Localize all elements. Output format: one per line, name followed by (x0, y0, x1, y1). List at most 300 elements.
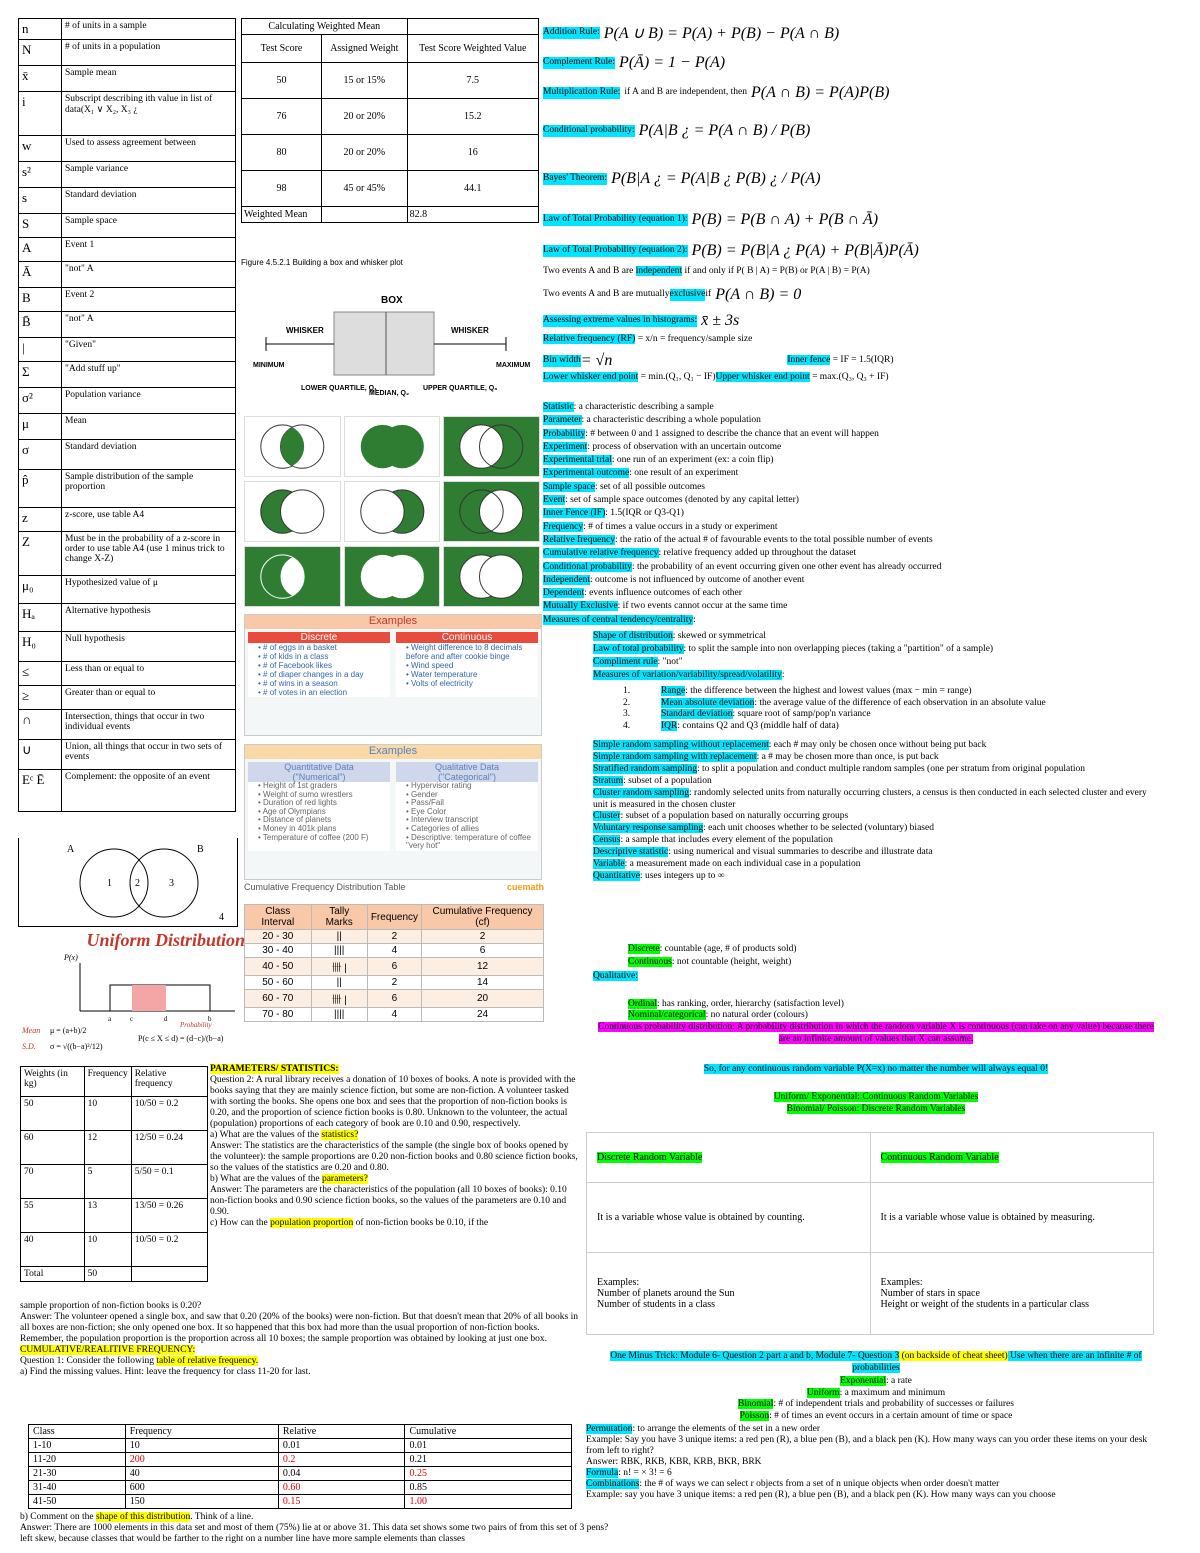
symbol-cell: N (19, 40, 62, 66)
class-cell: 21-30 (29, 1467, 126, 1481)
definition-text: : a # may be chosen more than once, is put back (756, 751, 939, 762)
bin-label: Bin width (543, 355, 581, 366)
indep-hl: independent (635, 266, 683, 276)
weighted-cell: 50 (242, 63, 322, 99)
definition-term: Independent (543, 574, 590, 585)
complement-formula: P(Ā) = 1 − P(A) (619, 54, 726, 71)
symbol-row (19, 66, 236, 92)
params-qa-pre: a) What are the values of the (210, 1130, 322, 1140)
symbol-row (19, 508, 236, 532)
class-cell: 0.85 (405, 1481, 572, 1495)
weighted-cell: 20 or 20% (321, 99, 407, 135)
mult-label: Multiplication Rule: (543, 87, 621, 98)
definition-term: Cumulative relative frequency (543, 548, 659, 559)
rv-h2: Continuous Random Variable (880, 1152, 999, 1163)
sampling-definitions (593, 740, 1163, 883)
class-cell: 0.15 (278, 1495, 405, 1509)
params-q1-pre: Question 1: Consider the following (20, 1356, 157, 1366)
cft-cell: 4 (367, 944, 421, 958)
cumulative-frequency-figure (244, 882, 544, 1027)
venn-not-intersection-icon (244, 546, 341, 607)
definition-item (543, 614, 1193, 627)
examples2-right-title: Qualitative Data (434, 762, 500, 772)
definition-text: : a characteristic describing a whole population (581, 415, 761, 426)
example-item: • Water temperature (406, 670, 478, 679)
uniform-svg (20, 951, 245, 1056)
uniform-distribution-figure (20, 930, 245, 1060)
definition-item (543, 414, 1193, 427)
boxplot-q3-label: UPPER QUARTILE, Q₃ (423, 385, 498, 392)
symbol-cell: w (19, 136, 62, 162)
excl-formula: P(A ∩ B) = 0 (715, 286, 802, 303)
definitions-list-2 (593, 630, 1193, 682)
definition-text: : skewed or symmetrical (672, 631, 766, 641)
variation-number: 4. (623, 720, 631, 731)
rv-e1a: Examples: (597, 1277, 640, 1288)
cft-cell: 2 (422, 930, 544, 944)
boxplot-svg (241, 267, 539, 407)
definition-text: : no natural order (colours) (705, 1010, 808, 1020)
definitions-list (543, 401, 1193, 627)
example-item: • Weight of sumo wrestlers (258, 789, 353, 799)
symbol-description: Less than or equal to (62, 662, 236, 686)
cft-cell: 20 (422, 990, 544, 1008)
definition-text: : set of sample space outcomes (denoted by any capital letter) (565, 495, 799, 506)
weighted-title: Calculating Weighted Mean (242, 19, 408, 35)
cft-cell: 50 - 60 (245, 976, 312, 990)
weighted-row (242, 63, 539, 99)
symbol-cell: Eᶜ Ē (19, 770, 62, 812)
distribution-text: : # of independent trials and probability of successes or failures (773, 1399, 1014, 1410)
total2-label: Law of Total Probability (equation 2): (543, 245, 688, 256)
definition-item (593, 835, 1163, 847)
example-item: • # of diaper changes in a day (258, 670, 364, 679)
symbol-row (19, 19, 236, 40)
symbol-cell: σ² (19, 388, 62, 414)
perm-example: Example: Say you have 3 unique items: a red pen (R), a blue pen (B), and a black pen (K). How many ways can you order these items on your desk from left to right? (586, 1435, 1148, 1456)
example-item: • Categories of allies (406, 823, 480, 833)
weighted-total-value: 82.8 (407, 207, 538, 223)
symbol-description: Population variance (62, 388, 236, 414)
distribution-text: : a rate (886, 1376, 912, 1386)
inner-label: Inner fence (787, 355, 831, 366)
mult-formula: P(A ∩ B) = P(A)P(B) (751, 84, 890, 101)
rf-formula: = x/n = frequency/sample size (635, 334, 753, 344)
rf-label: Relative frequency (RF) (543, 334, 636, 344)
definition-text: : # of times a value occurs in a study or experiment (583, 521, 778, 532)
symbol-description: Null hypothesis (62, 632, 236, 662)
definition-term: Dependent (543, 588, 585, 599)
definition-text: : the probability of an event occurring given one other event has already occurred (631, 561, 942, 572)
definition-text: : the ratio of the actual # of favourable events to the total possible number of events (615, 534, 933, 545)
uni-exp: Uniform/ Exponential: Continuous Random Variables (773, 1092, 979, 1102)
definition-term: Experiment (543, 441, 588, 452)
uw-label: Upper whisker end point (715, 372, 810, 382)
example-item: • Age of Olympians (258, 806, 326, 816)
cft-cell: 40 - 50 (245, 958, 312, 976)
definition-item (628, 956, 1188, 969)
definition-item (593, 656, 1193, 669)
examples1-left-title: Discrete (248, 632, 390, 643)
random-variable-table (586, 1132, 1154, 1335)
class-cell: 0.2 (278, 1453, 405, 1467)
symbol-row (19, 388, 236, 414)
definition-text: : each # may only be chosen once without being put back (768, 740, 987, 750)
symbol-cell: σ (19, 440, 62, 470)
example-item: • Eye Color (406, 806, 447, 816)
one-minus-post: Use when there are an infinite # of probabilities (852, 1351, 1142, 1373)
uniform-pdf-label: P(x) (64, 953, 78, 962)
weighted-cell: 98 (242, 171, 322, 207)
boxplot-whisker-left: WHISKER (286, 326, 324, 335)
weighted-cell: 45 or 45% (321, 171, 407, 207)
one-minus-yl: (on backside of cheat sheet) (899, 1351, 1008, 1361)
cft-cell: 30 - 40 (245, 944, 312, 958)
distribution-item (592, 1411, 1160, 1423)
example-item: • Money in 401k plans (258, 823, 337, 833)
boxplot-figure (241, 258, 539, 408)
definition-text: : one result of an experiment (629, 468, 739, 479)
symbol-row (19, 288, 236, 312)
symbol-cell: z (19, 508, 62, 532)
example-item: • Interview transcript (406, 815, 479, 825)
params-q2: Question 2: A rural library receives a donation of 10 boxes of books. A note is provided with the books saying that they are mainly science fiction, but some are non-fiction. A volunteer tasked with sorting the books. She opens one box and sees that the proportion of non-fiction books is 0.20, and the proportion of science fiction books is 0.80. Unknown to the volunteer, the actual (population) proportions of each category of book are 0.10 and 0.90, respectively. (210, 1075, 576, 1129)
cft-cell: |||| (311, 1008, 367, 1022)
rv-d2: It is a variable whose value is obtained by measuring. (870, 1183, 1154, 1253)
weights-row (21, 1165, 208, 1199)
uniform-sd-label: S.D. (22, 1042, 36, 1051)
class-cell: 200 (125, 1453, 278, 1467)
cft-cell: 2 (367, 976, 421, 990)
weights-header: Weights (in kg) (21, 1067, 85, 1097)
symbol-row (19, 632, 236, 662)
example-item: • # of Facebook likes (258, 661, 332, 670)
variation-list (623, 686, 1193, 732)
params-qc-pre: c) How can the (210, 1218, 271, 1228)
example-item: • Pass/Fail (406, 798, 444, 808)
weights-row (21, 1233, 208, 1267)
uniform-tick-b: b (208, 1015, 212, 1023)
weights-cell: 13 (84, 1199, 131, 1233)
symbol-cell: S (19, 214, 62, 238)
definition-term: Measures of variation/variability/spread/volatility (593, 670, 782, 680)
indep-post: if and only if P( B | A) = P(B) or P(A | B) = P(A) (682, 266, 870, 276)
params-ab2b: left skew, because classes that would be farther to the right on a number line have more sample elements than classes (20, 1534, 465, 1544)
rv-d1: It is a variable whose value is obtained by counting. (587, 1183, 871, 1253)
class-cell: 0.21 (405, 1453, 572, 1467)
symbol-description: Event 1 (62, 238, 236, 262)
params-q1a: a) Find the missing values. Hint: leave the frequency for class 11-20 for last. (20, 1367, 311, 1377)
weights-cell: 10/50 = 0.2 (131, 1233, 207, 1267)
symbol-description: Standard deviation (62, 440, 236, 470)
symbol-row (19, 770, 236, 812)
definition-term: Event (543, 495, 566, 506)
definition-item (543, 467, 1193, 480)
uw-formula: = max.(Q₃, Q₃ + IF) (809, 372, 889, 382)
definition-term: Discrete (628, 944, 660, 954)
symbol-description: # of units in a population (62, 40, 236, 66)
cft-cell: 6 (367, 990, 421, 1008)
params-qb2-post: . Think of a line. (190, 1512, 254, 1522)
variation-text: : square root of samp/pop'n variance (732, 709, 871, 719)
venn-region-2: 2 (135, 878, 140, 889)
definition-text: : relative frequency added up throughout the dataset (658, 548, 857, 559)
cond-label: Conditional probability: (543, 125, 635, 136)
definition-text: : # between 0 and 1 assigned to describe the chance that an event will happen (585, 428, 879, 439)
distribution-term: Poisson (739, 1411, 770, 1422)
variation-text: : the average value of the difference of each observation in an absolute value (754, 697, 1046, 708)
venn-grid (244, 416, 540, 608)
class-row (29, 1439, 572, 1453)
parameters-statistics-continued (20, 1301, 580, 1378)
symbol-row (19, 362, 236, 388)
definition-item (593, 847, 1163, 859)
definition-text: : to split the sample into non overlapping pieces (taking a "partition" of a sample) (683, 644, 994, 654)
params-ac: Answer: The volunteer opened a single box, and saw that 0.20 (20% of the books) were non-fiction. But that doesn't mean that 20% of all books in all boxes are non-fiction; she only opened one box. It so happened that this box had more than the usual proportion of non-fiction books. Remember, the population proportion is the proportion across all 10 boxes; the sample proportion was obtained by looking at just one box. (20, 1312, 578, 1344)
definition-item (628, 1010, 1188, 1021)
venn-b-complement-icon (443, 481, 540, 542)
symbol-cell: B (19, 288, 62, 312)
definition-item (593, 669, 1193, 682)
class-cell: 0.01 (278, 1439, 405, 1453)
definition-item (543, 521, 1193, 534)
complement-label: Complement Rule: (543, 57, 616, 68)
weighted-cell: 20 or 20% (321, 135, 407, 171)
parameters-statistics-section (210, 1064, 580, 1229)
total1-formula: P(B) = P(B ∩ A) + P(B ∩ Ā) (691, 211, 879, 228)
symbol-description: Sample mean (62, 66, 236, 92)
definition-term: Descriptive statistic (593, 847, 669, 858)
definition-term: Simple random sampling without replacement (593, 740, 769, 750)
examples2-right-sub: ("Categorical") (438, 772, 496, 782)
class-row (29, 1481, 572, 1495)
symbol-description: "Add stuff up" (62, 362, 236, 388)
definition-item (593, 776, 1163, 788)
symbol-row (19, 662, 236, 686)
example-item: • Gender (406, 789, 438, 799)
qualitative-list (628, 999, 1188, 1021)
weights-cell: 70 (21, 1165, 85, 1199)
symbol-row (19, 440, 236, 470)
perm-formula-term: Formula (586, 1468, 619, 1478)
definition-item (543, 600, 1193, 613)
boxplot-q2-label: MEDIAN, Q₂ (369, 390, 410, 397)
definition-term: Measures of central tendency/centrality (543, 614, 694, 625)
weighted-cell: 15 or 15% (321, 63, 407, 99)
cft-row (245, 944, 544, 958)
symbol-description: Greater than or equal to (62, 686, 236, 710)
distribution-list (592, 1376, 1160, 1423)
weights-cell: 60 (21, 1131, 85, 1165)
uniform-tick-d: d (164, 1015, 168, 1023)
bayes-label: Bayes' Theorem: (543, 173, 608, 184)
symbol-description: Mean (62, 414, 236, 440)
uniform-title: Uniform Distribution (86, 930, 245, 950)
weights-row (21, 1097, 208, 1131)
params-q1-hl: table of relative frequency. (156, 1356, 259, 1366)
example-item: • Weight difference to 8 decimals before and after cookie binge (406, 643, 523, 661)
examples2-title: Examples (245, 745, 541, 759)
symbol-cell: Z (19, 532, 62, 576)
so-text (592, 1064, 1160, 1074)
definition-item (593, 788, 1163, 812)
definition-item (628, 999, 1188, 1010)
definition-item (543, 534, 1193, 547)
variation-term: Mean absolute deviation (661, 697, 755, 708)
weights-row (21, 1199, 208, 1233)
definition-term: Simple random sampling with replacement (593, 751, 757, 762)
boxplot-max-label: MAXIMUM (496, 362, 531, 369)
bayes-formula: P(B|A ¿ = P(A|B ¿ P(B) ¿ / P(A) (611, 170, 821, 187)
symbol-description: Must be in the probability of a z-score in order to use table A4 (use 1 minus trick to change X-Z) (62, 532, 236, 576)
symbol-description: Sample distribution of the sample proportion (62, 470, 236, 508)
definition-term: Compliment rule (593, 657, 658, 667)
cft-cell: 4 (367, 1008, 421, 1022)
class-row (29, 1453, 572, 1467)
cft-cell: 6 (422, 944, 544, 958)
symbol-cell: x̄ (19, 66, 62, 92)
definition-term: Continuous (628, 957, 672, 967)
symbol-description: "Given" (62, 338, 236, 362)
definition-text: : a sample that includes every element of the population (620, 835, 833, 846)
symbol-description: Hypothesized value of μ (62, 576, 236, 604)
weighted-cell: 7.5 (407, 63, 538, 99)
weights-total-label: Total (21, 1267, 85, 1282)
symbol-cell: B̄ (19, 312, 62, 338)
class-cell: 0.04 (278, 1467, 405, 1481)
params-qb-hl: parameters? (321, 1174, 368, 1184)
weighted-cell: 80 (242, 135, 322, 171)
weighted-row (242, 171, 539, 207)
definition-text: : (781, 670, 785, 680)
cft-header: Cumulative Frequency (cf) (422, 905, 544, 930)
perm-def: : to arrange the elements of the set in a new order (632, 1424, 821, 1434)
variation-number: 1. (623, 686, 631, 696)
excl-hl: exclusive (669, 289, 706, 300)
definition-item (543, 481, 1193, 494)
venn-intersection-icon (244, 416, 341, 477)
cum-heading: CUMULATIVE/REALITIVE FREQUENCY: (20, 1345, 196, 1355)
weights-total-empty (131, 1267, 207, 1282)
comb-def: : the # of ways we can select r objects from a set of n unique objects when order doesn't matter (639, 1479, 1000, 1489)
weights-cell: 12/50 = 0.24 (131, 1131, 207, 1165)
definition-term: Experimental outcome (543, 468, 630, 479)
example-item: • Temperature of coffee (200 F) (258, 832, 369, 842)
examples-quant-qual (244, 744, 542, 880)
definition-text: : each unit chooses whether to be selected (voluntary) biased (703, 823, 934, 834)
cft-row (245, 930, 544, 944)
extreme-formula: x̄ ± 3s (701, 312, 740, 329)
definition-text: : subset of a population (623, 775, 712, 786)
weights-header: Relative frequency (131, 1067, 207, 1097)
addition-formula: P(A ∪ B) = P(A) + P(B) − P(A ∩ B) (603, 25, 840, 42)
definition-item (543, 494, 1193, 507)
cft-row (245, 990, 544, 1008)
weights-cell: 13/50 = 0.26 (131, 1199, 207, 1233)
symbol-description: "not" A (62, 262, 236, 288)
weights-row (21, 1131, 208, 1165)
cft-title: Cumulative Frequency Distribution Table (244, 882, 406, 892)
weights-header: Frequency (84, 1067, 131, 1097)
rv-e1c: Number of students in a class (597, 1299, 716, 1310)
boxplot-box-label: BOX (381, 295, 403, 306)
cft-header: Tally Marks (311, 905, 367, 930)
symbol-row (19, 214, 236, 238)
variation-item (623, 709, 1193, 721)
class-cell: 40 (125, 1467, 278, 1481)
rv-h1: Discrete Random Variable (597, 1152, 703, 1163)
definition-item (593, 823, 1163, 835)
class-header: Frequency (125, 1425, 278, 1439)
perm-answer: Answer: RBK, RKB, KBR, KRB, BKR, BRK (586, 1457, 762, 1467)
weighted-header: Test Score (242, 35, 322, 63)
class-row (29, 1495, 572, 1509)
cft-cell: 12 (422, 958, 544, 976)
definition-text: : a characteristic describing a sample (573, 402, 714, 412)
definition-term: Inner Fence (IF) (543, 508, 606, 519)
definition-term: Conditional probability (543, 561, 632, 572)
symbol-cell: ≥ (19, 686, 62, 710)
class-cell: 0.60 (278, 1481, 405, 1495)
params-qa-hl: statistics? (321, 1130, 359, 1140)
cft-cell: 70 - 80 (245, 1008, 312, 1022)
weighted-header: Test Score Weighted Value (407, 35, 538, 63)
definition-item (593, 871, 1163, 883)
definition-text: : has ranking, order, hierarchy (satisfaction level) (657, 999, 844, 1009)
definition-term: Census (593, 835, 621, 846)
uniform-tick-a: a (108, 1015, 112, 1023)
symbol-description: Sample space (62, 214, 236, 238)
examples1-right-title: Continuous (396, 632, 538, 643)
definition-item (593, 740, 1163, 752)
boxplot-q1-label: LOWER QUARTILE, Q₁ (301, 385, 378, 392)
cft-cell: 14 (422, 976, 544, 990)
weights-cell: 50 (21, 1097, 85, 1131)
symbol-description: # of units in a sample (62, 19, 236, 40)
symbol-cell: ∩ (19, 710, 62, 740)
symbol-description: Intersection, things that occur in two individual events (62, 710, 236, 740)
definition-term: Cluster random sampling (593, 787, 690, 798)
weights-cell: 40 (21, 1233, 85, 1267)
symbol-cell: ∪ (19, 740, 62, 770)
symbol-row (19, 238, 236, 262)
bin-formula: = √n (580, 352, 613, 369)
definition-text: : (693, 614, 696, 625)
definition-text: : process of observation with an uncertain outcome (587, 441, 782, 452)
symbol-row (19, 710, 236, 740)
definition-item (543, 507, 1193, 520)
example-item: • Duration of red lights (258, 798, 337, 808)
weighted-row (242, 99, 539, 135)
distribution-text: : # of times an event occurs in a certain amount of time or space (769, 1411, 1013, 1422)
weights-relative-table (20, 1066, 208, 1282)
definition-item (543, 561, 1193, 574)
definition-term: Voluntary response sampling (593, 823, 704, 834)
distribution-item (592, 1388, 1160, 1400)
symbol-cell: A (19, 238, 62, 262)
variation-item (623, 686, 1193, 698)
symbol-row (19, 532, 236, 576)
indep-pre: Two events A and B are (543, 266, 636, 276)
distribution-text: : a maximum and minimum (839, 1387, 946, 1398)
definition-item (543, 587, 1193, 600)
example-item: • # of kids in a class (258, 652, 329, 661)
variation-item (623, 698, 1193, 710)
symbol-cell: i (19, 92, 62, 136)
comb-example: Example: say you have 3 unique items: a red pen (R), a blue pen (B), and a black pen (K). How many ways can you choose (586, 1490, 1056, 1500)
weighted-cell: 76 (242, 99, 322, 135)
uniform-tick-c: c (130, 1015, 134, 1023)
